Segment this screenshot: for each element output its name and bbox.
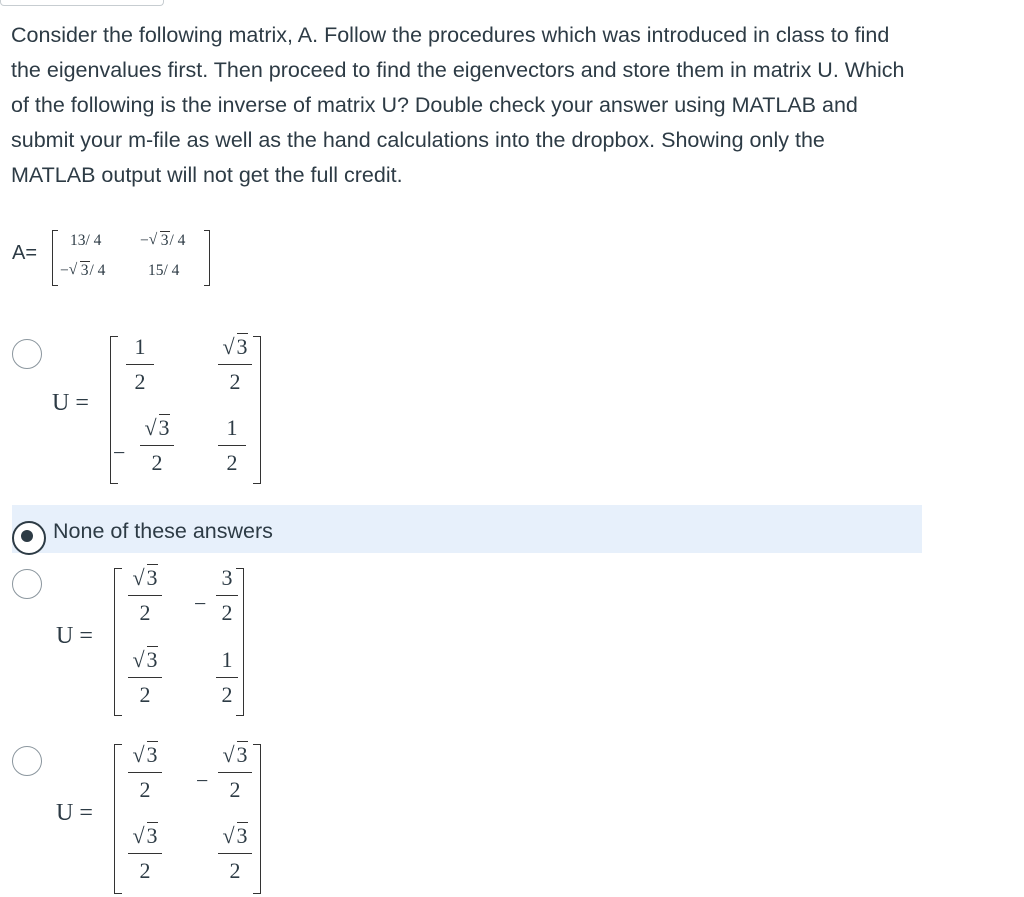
matrix-a-right-bracket xyxy=(204,230,210,286)
option-1-cell-21: √ 3 2 xyxy=(134,415,180,476)
option-4-cell-12-sign: − xyxy=(196,768,209,793)
option-3-cell-21: √ 3 2 xyxy=(122,647,168,708)
option-4-cell-21: √ 3 2 xyxy=(122,823,168,884)
radio-option-2-selected[interactable] xyxy=(12,521,46,555)
option-1-label: U = xyxy=(52,390,89,416)
matrix-a-cell-12: −√ 3/ 4 xyxy=(140,232,185,250)
option-4-label: U = xyxy=(56,800,93,826)
option-4-cell-12: √ 3 2 xyxy=(212,742,258,803)
question-text: Consider the following matrix, A. Follow the procedures which was introduced in class to find the eigenvalues first. Then proceed to find the eigenvectors and store them in matrix U. Which of the following is the inverse of matrix U? Double check your answer using MATLAB and submit your m-file as well as the hand calculations into the dropbox. Showing only the MATLAB output will not get the full credit. xyxy=(11,23,905,187)
top-tab-edge xyxy=(0,0,164,6)
option-3-cell-12-sign: − xyxy=(194,591,207,616)
radio-option-4[interactable] xyxy=(12,746,42,776)
option-4-cell-11: √ 3 2 xyxy=(122,742,168,803)
matrix-a-left-bracket xyxy=(52,230,58,286)
matrix-a-cell-11: 13/ 4 xyxy=(70,232,102,249)
option-1-cell-11: 1 2 xyxy=(120,334,160,395)
option-1-cell-21-sign: − xyxy=(113,440,126,465)
option-3-cell-12: 3 2 xyxy=(212,565,242,626)
matrix-a-cell-21: −√ 3/ 4 xyxy=(60,262,105,280)
option-3-cell-11: √ 3 2 xyxy=(122,565,168,626)
option-3-cell-22: 1 2 xyxy=(212,647,242,708)
option-3-left-bracket xyxy=(114,568,122,716)
matrix-a-cell-22: 15/ 4 xyxy=(148,262,180,279)
option-1-cell-12: √ 3 2 xyxy=(212,334,258,395)
option-1-cell-22: 1 2 xyxy=(212,415,252,476)
option-3-label: U = xyxy=(56,623,93,649)
radio-option-3[interactable] xyxy=(12,569,42,599)
radio-option-1[interactable] xyxy=(12,339,42,369)
matrix-a-label: A= xyxy=(12,242,38,264)
option-4-left-bracket xyxy=(114,744,122,894)
option-4-cell-22: √ 3 2 xyxy=(212,823,258,884)
option-2-label: None of these answers xyxy=(53,519,273,543)
